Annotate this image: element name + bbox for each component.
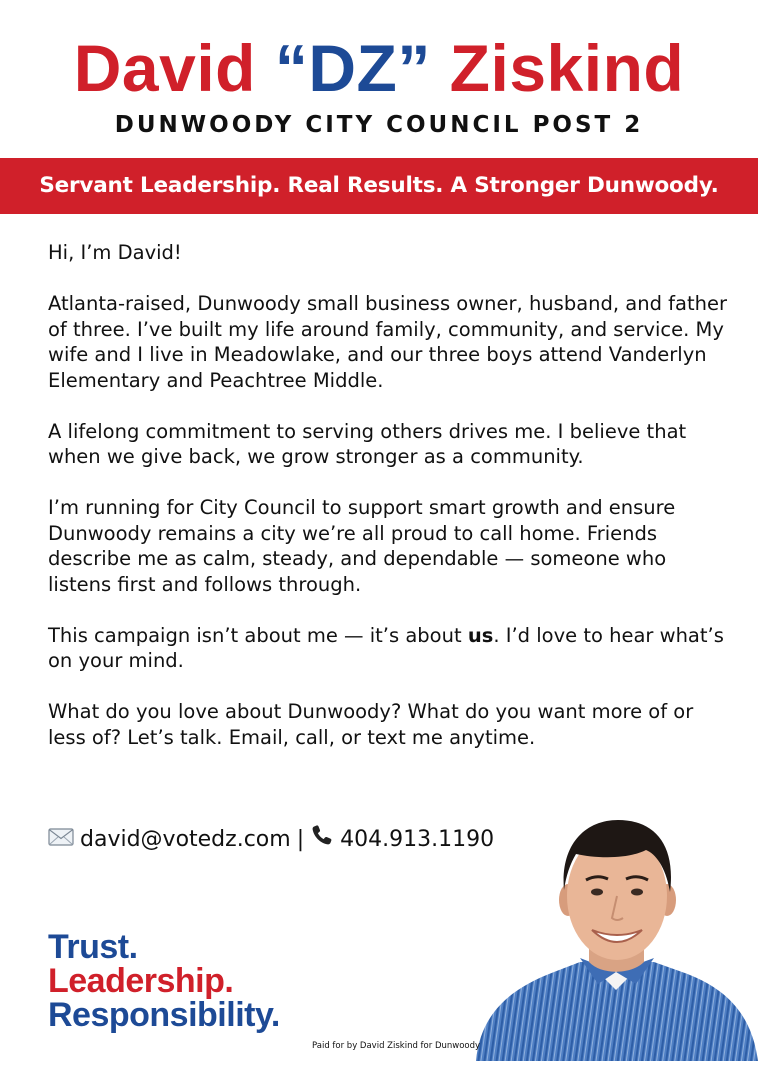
envelope-icon: [48, 824, 74, 856]
paid-for-disclaimer: Paid for by David Ziskind for Dunwoody: [312, 1041, 481, 1051]
paragraph-bio: Atlanta-raised, Dunwoody small business owner, husband, and father of three. I’ve built my life around family, community, and service. My wife and I live in Meadowlake, and our three boys attend Vanderlyn Elementary and Peachtree Middle.: [48, 292, 728, 392]
contact-line: [48, 823, 494, 857]
contact-separator: |: [296, 827, 305, 852]
paragraph-campaign: [48, 623, 728, 674]
tagline-trust: Trust.: [48, 928, 138, 966]
campaign-text-start: This campaign isn’t about me — it’s about: [48, 623, 468, 647]
letter-body: [48, 240, 728, 776]
phone-number[interactable]: 404.913.1190: [340, 827, 495, 852]
name-nickname: “DZ”: [274, 31, 431, 105]
campaign-text-end: . I’d love to hear what’s on your mind.: [48, 623, 724, 672]
paragraph-questions: What do you love about Dunwoody? What do you want more of or less of? Let’s talk. Email, call, or text me anytime.: [48, 700, 694, 749]
slogan-banner: Servant Leadership. Real Results. A Stronger Dunwoody.: [0, 158, 758, 214]
phone-icon: [310, 823, 334, 857]
email-link[interactable]: david@votedz.com: [80, 827, 291, 852]
office-title: DUNWOODY CITY COUNCIL POST 2: [114, 112, 644, 138]
paragraph-running: I’m running for City Council to support smart growth and ensure Dunwoody remains a city we’re all proud to call home. Friends describe me as calm, steady, and dependable — someone who listens first and follows through.: [48, 496, 676, 596]
name-last: Ziskind: [449, 31, 685, 105]
greeting: Hi, I’m David!: [48, 241, 182, 264]
candidate-name: [0, 28, 758, 108]
candidate-photo: [476, 812, 758, 1061]
campaign-text-us: us: [467, 623, 494, 647]
tagline: [48, 930, 280, 1032]
paragraph-commitment: A lifelong commitment to serving others drives me. I believe that when we give back, we grow stronger as a community.: [48, 419, 687, 468]
tagline-leadership: Leadership.: [48, 962, 234, 1000]
tagline-responsibility: Responsibility.: [48, 996, 280, 1034]
name-first: David: [73, 31, 256, 105]
